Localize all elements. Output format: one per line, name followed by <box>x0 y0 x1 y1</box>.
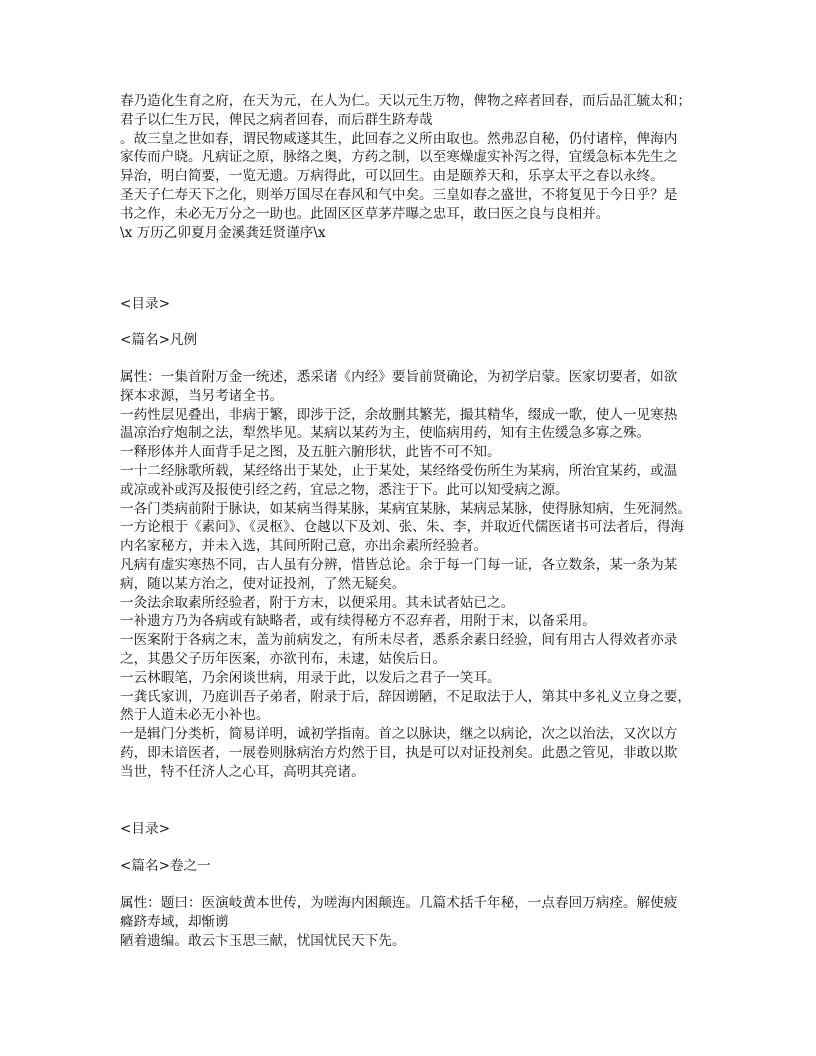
text-line: 一云林暇笔，乃余闲谈世病，用录于此，以发后之君子一笑耳。 <box>120 669 501 686</box>
text-line: 一各门类病前附于脉诀，如某病当得某脉，某病宜某脉，某病忌某脉，使得脉知病，生死洞然。 <box>120 500 691 517</box>
text-line: 药，即未谙医者，一展卷则脉病治方灼然于目，执是可以对证投剂矣。此愚之管见，非敢以欺 <box>120 744 678 761</box>
text-line: 癃跻寿域，却惭谫 <box>120 913 229 930</box>
text-line: 君子以仁生万民，俾民之病者回春，而后群生跻寿哉 <box>120 111 433 128</box>
text-line: 温凉治疗炮制之法，犁然毕见。某病以某药为主，使临病用药，知有主佐缓急多寡之殊。 <box>120 425 651 442</box>
text-line: 探本求源，当另考诸全书。 <box>120 387 284 404</box>
text-line: 一龚氏家训，乃庭训吾子弟者，附录于后，辞因谫陋，不足取法于人，第其中多礼义立身之要， <box>120 688 691 705</box>
text-line: 一方论根于《素问》、《灵枢》、仓越以下及刘、张、朱、李，并取近代儒医诸书可法者后，得海 <box>120 519 685 536</box>
text-line: 之，其愚父子历年医案，亦欲刊布，未逮，姑俟后日。 <box>120 650 447 667</box>
text-line: \x 万历乙卯夏月金溪龚廷贤谨序\x <box>120 224 326 241</box>
text-line: 凡病有虚实寒热不同，古人虽有分辨，惜皆总论。余于每一门每一证，各立数条，某一条为某 <box>120 556 678 573</box>
text-line: 陋着遗编。敢云卞玉思三献，忧国忧民天下先。 <box>120 932 406 949</box>
toc-label-text: <目录> <box>120 296 170 312</box>
text-line: 。故三皇之世如春，谓民物咸遂其生，此回春之义所由取也。然弗忍自秘，仍付诸梓，俾海内 <box>120 130 678 147</box>
text-line: 一十二经脉歌所载，某经络出于某处，止于某处，某经络受伤所生为某病，所治宜某药，或温 <box>120 462 678 479</box>
text-line: 属性：一集首附万金一统述，悉采诸《内经》要旨前贤确论，为初学启蒙。医家切要者，如欲 <box>120 369 678 385</box>
text-line: 书之作，未必无万分之一助也。此固区区草茅芹曝之忠耳，敢曰医之良与良相并。 <box>120 205 610 222</box>
text-line: 异治，明白简要，一览无遗。万病得此，可以回生。由是颐养天和，乐享太平之春以永终。 <box>120 168 664 185</box>
text-line: 家传而户晓。凡病证之原，脉络之奥，方药之制，以至寒燥虚实补泻之得，宜缓急标本先生之 <box>120 149 678 166</box>
text-line: 当世，特不任济人之心耳，高明其亮诸。 <box>120 763 365 780</box>
section-body <box>120 368 720 782</box>
text-line: 或凉或补或泻及报使引经之药，宜忌之物，悉注于下。此可以知受病之源。 <box>120 481 569 498</box>
preface-text <box>120 92 720 242</box>
section-title-text: <篇名>凡例 <box>120 332 198 348</box>
text-line: 然于人道未必无小补也。 <box>120 707 270 724</box>
section-body <box>120 894 720 950</box>
text-line: 一药性层见叠出，非病于繁，即涉于泛，余故删其繁芜，撮其精华，缀成一歌，使人一见寒热 <box>120 406 678 423</box>
text-line: 一医案附于各病之末，盖为前病发之，有所未尽者，悉系余素日经验，间有用古人得效者亦录 <box>120 632 678 649</box>
text-line: 一是辑门分类析，简易详明，诚初学指南。首之以脉诀，继之以病论，次之以治法，又次以方 <box>120 726 678 743</box>
text-line: 一灸法余取素所经验者，附于方末，以便采用。其未试者姑已之。 <box>120 594 515 611</box>
text-line: 圣天子仁寿天下之化，则举万国尽在春风和气中矣。三皇如春之盛世，不将复见于今日乎？是 <box>120 186 678 203</box>
text-line: 属性：题曰：医演岐黄本世传，为嗟海内困颠连。几篇术括千年秘，一点春回万病痊。解使疲 <box>120 895 678 911</box>
text-line: 一补遗方乃为各病或有缺略者，或有续得秘方不忍弃者，用附于末，以备采用。 <box>120 613 596 630</box>
toc-label <box>120 820 720 839</box>
toc-label <box>120 295 720 314</box>
toc-label-text: <目录> <box>120 821 170 837</box>
text-line: 内名家秘方，并未入选，其间所附己意，亦出余素所经验者。 <box>120 538 488 555</box>
section-title-text: <篇名>卷之一 <box>120 858 211 874</box>
text-line: 春乃造化生育之府，在天为元，在人为仁。天以元生万物，俾物之瘁者回春，而后品汇毓太和； <box>120 93 691 109</box>
section-title <box>120 857 720 876</box>
text-line: 病，随以某方治之，使对证投剂，了然无疑矣。 <box>120 575 406 592</box>
section-title <box>120 331 720 350</box>
text-line: 一释形体并人面背手足之图，及五脏六腑形状，此皆不可不知。 <box>120 444 501 461</box>
